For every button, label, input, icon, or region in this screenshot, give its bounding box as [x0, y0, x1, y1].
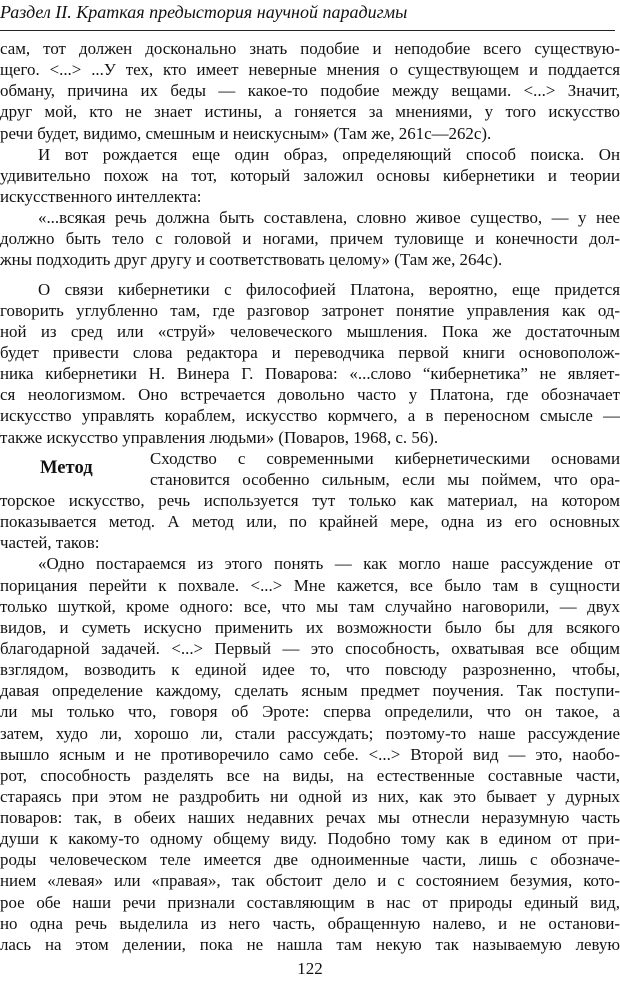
text-line: будет привести слова редактора и переводчика первой книги основополож- [0, 343, 620, 362]
text-line: частей, таков: [0, 533, 100, 553]
quote-line: затем, худо ли, хорошо ли, стали рассуждать; поэтому-то наше рассуждение [0, 723, 620, 743]
text-line: друг мой, кто не знает истины, а гоняется за мнениями, у того искусство [0, 102, 620, 122]
quote-line: роды человеческом теле имеется две одноименные части, лишь с обозначе- [0, 850, 620, 870]
text-line: сам, тот должен досконально знать подобие и неподобие всего существую- [0, 39, 620, 58]
text-line: становится особенно сильным, если мы поймем, что ора- [150, 469, 620, 489]
quote-line: лась на этом делении, пока не нашла там некую так называемую левую [0, 934, 620, 954]
text-line: ной из сред или «струй» человеческого мышления. Пока же достаточным [0, 321, 620, 341]
text-line: речи будет, видимо, смешным и неискусным» (Там же, 261с—262с). [0, 123, 492, 143]
text-line: говорить углубленно там, где разговор затронет понятие управления как од- [0, 300, 620, 320]
text-line: ся неологизмом. Оно встречается довольно часто у Платона, где обозначает [0, 385, 620, 405]
quote-line: «Одно постараемся из этого понять — как могло наше рассуждение от [38, 554, 620, 574]
text-line: Сходство с современными кибернетическими основами [150, 448, 620, 468]
quote-line: стараясь при этом не раздробить ни одной из них, как это бывает у дурных [0, 786, 620, 806]
quote-line: нием «левая» или «правая», так обстоит дело и с состоянием безумия, кото- [0, 871, 620, 891]
quote-line: видов, и суметь искусно применить их возможности было бы для всякого [0, 617, 620, 637]
quote-line: «...всякая речь должна быть составлена, словно живое существо, — у нее [38, 208, 620, 228]
text-line: искусственного интеллекта: [0, 187, 202, 206]
running-header: Раздел II. Краткая предыстория научной парадигмы [0, 0, 615, 31]
page-number: 122 [297, 959, 323, 978]
text-line: ника кибернетики Н. Винера Г. Поварова: «...слово “кибернетика” не являет- [0, 364, 620, 384]
text-line: обману, причина их беды — какое-то подобие между вещами. <...> Значит, [0, 81, 620, 101]
section-heading: Метод [40, 457, 93, 479]
quote-line: взглядом, возводить к единой идее то, что повсюду разрозненно, чтобы, [0, 660, 620, 679]
quote-line: но одна речь выделила из него часть, обращенную налево, и не останови- [0, 913, 620, 933]
quote-line: вышло ясным и не противоречило само себе. <...> Второй вид — это, наобо- [0, 744, 620, 764]
quote-line: благодарной задачей. <...> Первый — это способность, охватывая все общим [0, 638, 620, 658]
text-line: показывается метод. А метод или, по крайней мере, одна из его основных [0, 512, 620, 532]
quote-line: давая определение каждому, сделать ясным предмет поучения. Так поступи- [0, 681, 620, 701]
text-line: И вот рождается еще один образ, определяющий способ поиска. Он [38, 144, 620, 164]
text-line: торское искусство, речь используется тут только как материал, на котором [0, 490, 620, 510]
text-line: щего. <...> ...У тех, кто имеет неверные мнения о существующем и поддается [0, 60, 620, 80]
text-line: удивительно похож на тот, который заложил основы кибернетики и теории [0, 165, 620, 185]
text-line: также искусство управления людьми» (Поваров, 1968, с. 56). [0, 427, 439, 447]
quote-line: души к какому-то одному общему виду. Подобно тому как в едином от при- [0, 829, 620, 849]
text-line: О связи кибернетики с философией Платона, вероятно, еще придется [38, 279, 620, 299]
text-line: искусство управлять кораблем, искусство кормчего, а в переносном смысле — [0, 406, 620, 426]
quote-line: рое обе наши речи признали составляющим в нас от природы единый вид, [0, 892, 620, 912]
quote-line: рот, способность разделять все на виды, на естественные составные части, [0, 765, 620, 785]
quote-line: жны подходить друг другу и соответствовать целому» (Там же, 264с). [0, 250, 503, 270]
quote-line: только шуткой, кроме одного: все, что мы там случайно наговорили, — двух [0, 596, 620, 616]
quote-line: порицания перейти к похвале. <...> Мне кажется, все было там в сущности [0, 575, 620, 595]
quote-line: поваров: так, в обеих наших недавних речах мы отнесли неразумную часть [0, 808, 620, 827]
quote-line: должно быть тело с головой и ногами, причем туловище и конечности дол- [0, 229, 620, 249]
quote-line: ли мы только что, говоря об Эроте: сперва определили, что он такое, а [0, 702, 620, 722]
